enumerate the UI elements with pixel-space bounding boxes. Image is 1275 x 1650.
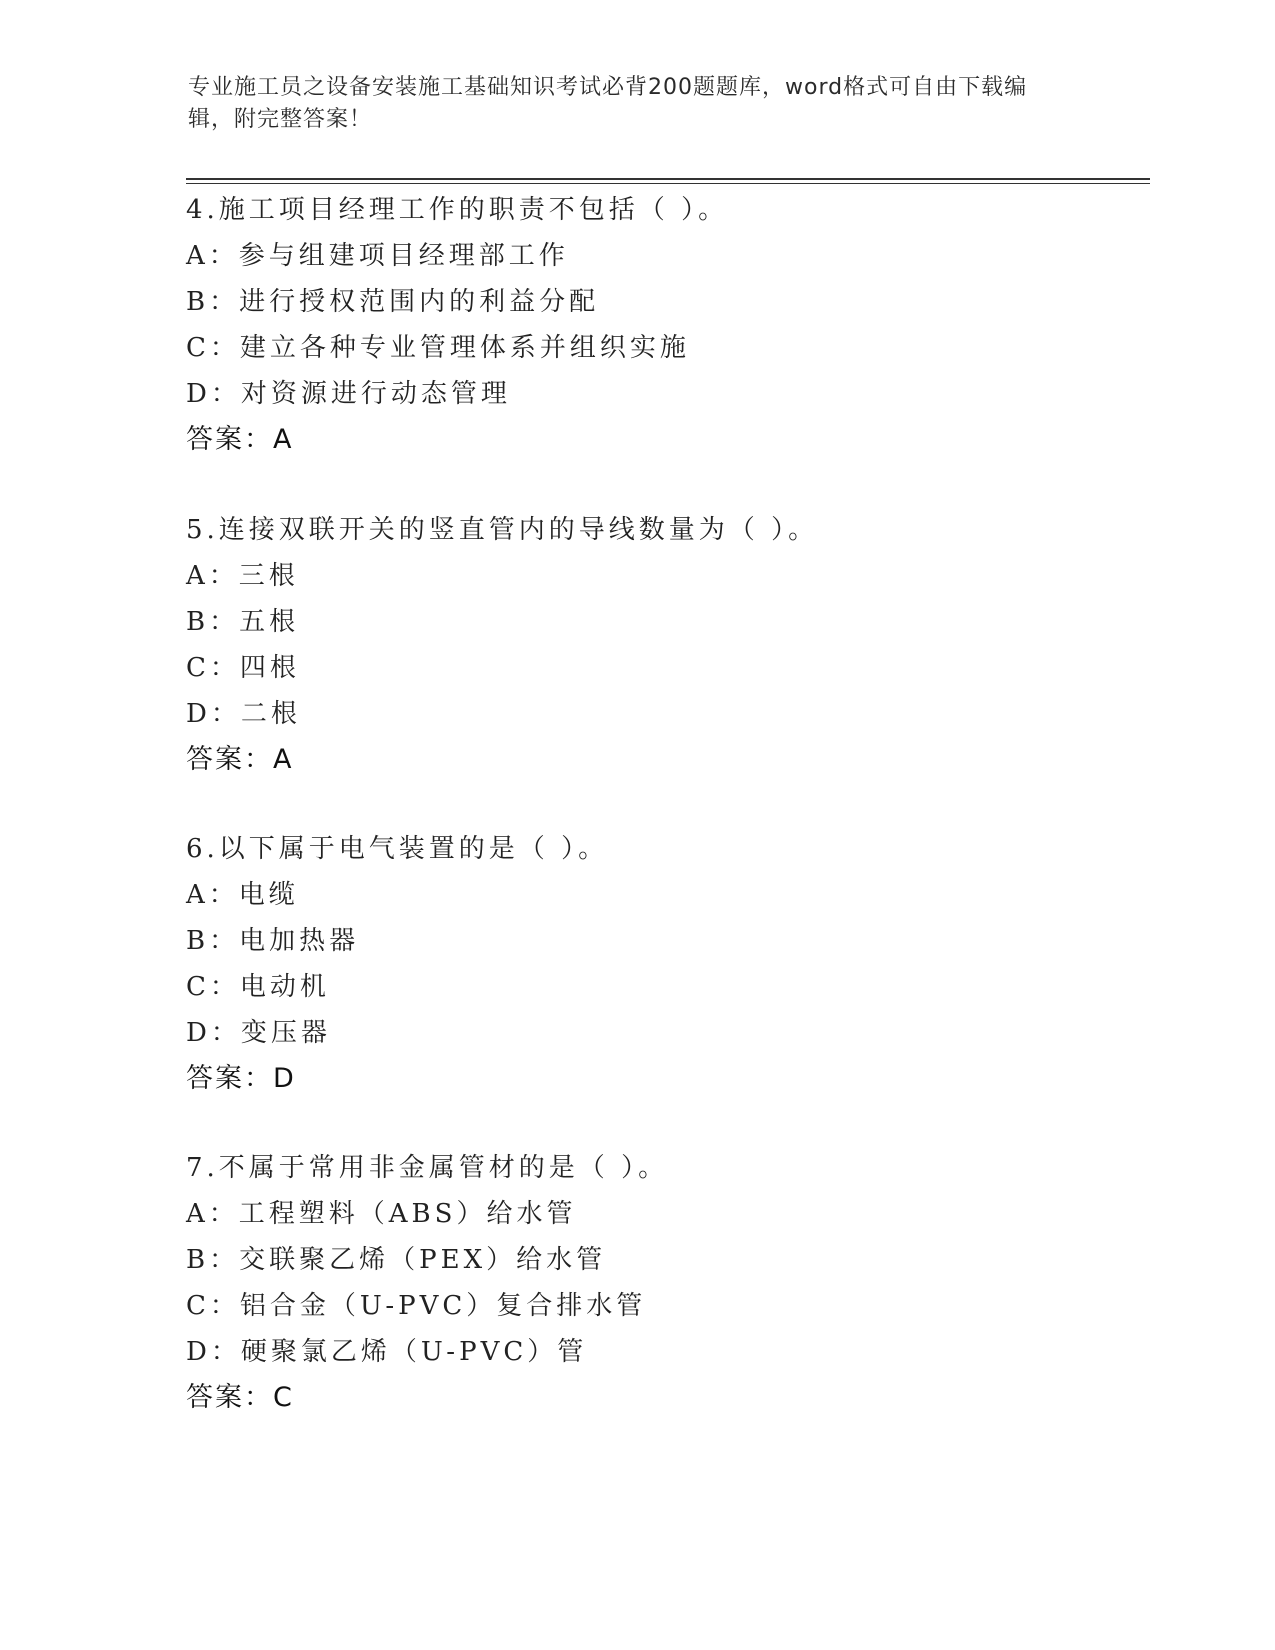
option-c: C：铝合金（U-PVC）复合排水管 [186,1291,647,1321]
option-d: D：硬聚氯乙烯（U-PVC）管 [186,1337,588,1367]
question-5 [186,507,1126,783]
question-stem: 5.连接双联开关的竖直管内的导线数量为（ ）。 [186,515,819,545]
option-d: D：二根 [186,699,301,729]
question-stem: 4.施工项目经理工作的职责不包括（ ）。 [186,195,729,225]
answer: 答案：D [186,1063,296,1094]
option-b: B：五根 [186,607,300,637]
answer: 答案：C [186,1382,294,1413]
option-d: D：对资源进行动态管理 [186,379,511,409]
document-header: 专业施工员之设备安装施工基础知识考试必背200题题库，word格式可自由下载编辑，附完整答案！ [188,75,1028,132]
option-c: C：电动机 [186,972,330,1002]
answer: 答案：A [186,424,294,455]
header-divider-top [186,178,1150,180]
option-b: B：电加热器 [186,926,360,956]
question-stem: 6.以下属于电气装置的是（ ）。 [186,834,609,864]
option-a: A：电缆 [186,880,299,910]
option-a: A：参与组建项目经理部工作 [186,241,569,271]
option-c: C：建立各种专业管理体系并组织实施 [186,333,690,363]
question-6 [186,826,1126,1102]
option-c: C：四根 [186,653,300,683]
option-b: B：交联聚乙烯（PEX）给水管 [186,1245,607,1275]
question-7 [186,1145,1126,1421]
option-d: D：变压器 [186,1018,331,1048]
option-a: A：三根 [186,561,299,591]
option-a: A：工程塑料（ABS）给水管 [186,1199,577,1229]
option-b: B：进行授权范围内的利益分配 [186,287,600,317]
answer: 答案：A [186,744,294,775]
question-4 [186,187,1126,463]
question-stem: 7.不属于常用非金属管材的是（ ）。 [186,1153,669,1183]
header-divider-bottom [186,183,1150,184]
